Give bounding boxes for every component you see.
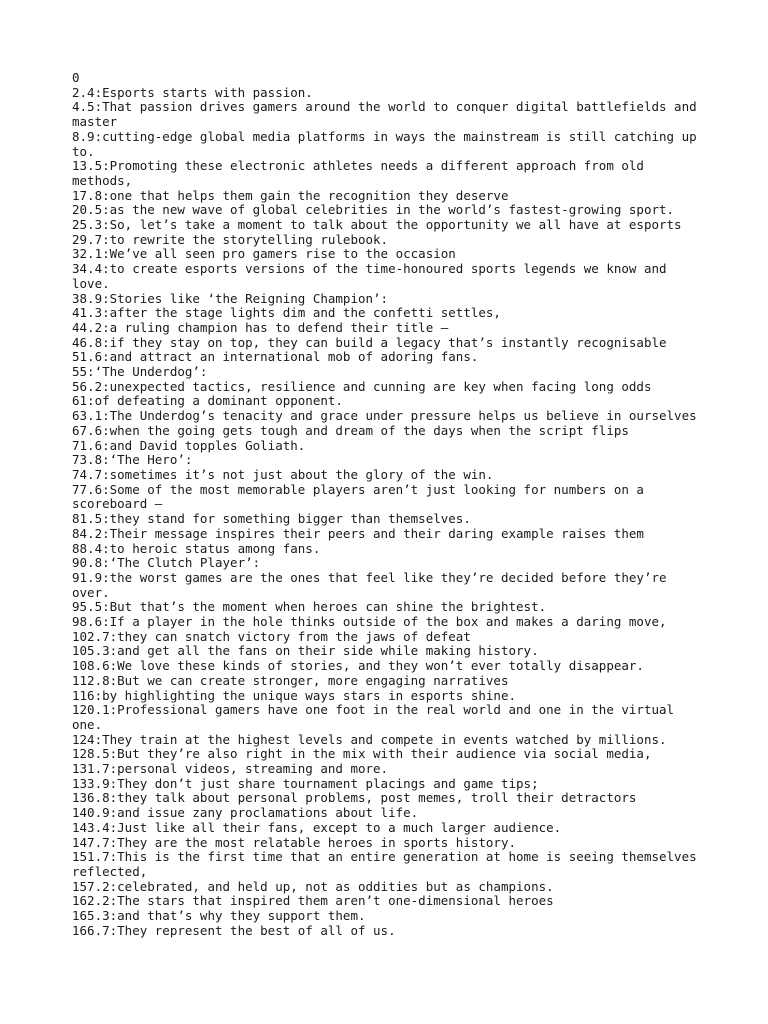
transcript-line: 13.5:Promoting these electronic athletes needs a different approach from old methods,	[72, 158, 652, 188]
transcript-line: 74.7:sometimes it’s not just about the glory of the win.	[72, 466, 494, 482]
transcript-line: 105.3:and get all the fans on their side while making history.	[72, 643, 539, 659]
transcript-line: 20.5:as the new wave of global celebrities in the world’s fastest-growing sport.	[72, 202, 675, 218]
transcript-line: 41.3:after the stage lights dim and the confetti settles,	[72, 305, 501, 321]
transcript-line: 90.8:‘The Clutch Player’:	[72, 555, 261, 571]
transcript-line: 128.5:But they’re also right in the mix with their audience via social media,	[72, 746, 652, 762]
transcript-line: 147.7:They are the most relatable heroes in sports history.	[72, 834, 517, 850]
transcript-line: 4.5:That passion drives gamers around the world to conquer digital battlefields and master	[72, 99, 705, 130]
transcript-line: 143.4:Just like all their fans, except to a much larger audience.	[72, 819, 562, 835]
transcript-line: 71.6:and David topples Goliath.	[72, 437, 306, 453]
transcript-line: 63.1:The Underdog’s tenacity and grace under pressure helps us believe in ourselves	[72, 408, 697, 424]
transcript-line: 44.2:a ruling champion has to defend their title –	[72, 319, 449, 335]
transcript-line: 38.9:Stories like ‘the Reigning Champion’:	[72, 290, 389, 306]
transcript-line: 112.8:But we can create stronger, more engaging narratives	[72, 672, 509, 688]
transcript-line: 131.7:personal videos, streaming and more.	[72, 761, 389, 777]
transcript-line: 67.6:when the going gets tough and dream of the days when the script flips	[72, 422, 629, 438]
transcript-line: 157.2:celebrated, and held up, not as oddities but as champions.	[72, 878, 554, 894]
transcript-line: 102.7:they can snatch victory from the jaws of defeat	[72, 628, 471, 644]
transcript-line: 98.6:If a player in the hole thinks outside of the box and makes a daring move,	[72, 614, 667, 630]
transcript-line: 116:by highlighting the unique ways stars in esports shine.	[72, 687, 517, 703]
transcript-line: 8.9:cutting-edge global media platforms in ways the mainstream is still catching up to.	[72, 128, 705, 159]
transcript-line: 77.6:Some of the most memorable players aren’t just looking for numbers on a scoreboard –	[72, 481, 652, 512]
transcript-line: 140.9:and issue zany proclamations about life.	[72, 805, 419, 821]
transcript-line: 166.7:They represent the best of all of us.	[72, 922, 396, 938]
transcript-line: 55:‘The Underdog’:	[72, 364, 208, 380]
transcript-document	[72, 71, 704, 938]
transcript-line: 29.7:to rewrite the storytelling rulebook.	[72, 231, 389, 247]
transcript-line: 73.8:‘The Hero’:	[72, 452, 193, 468]
transcript-line: 151.7:This is the first time that an entire generation at home is seeing themselves reflected,	[72, 849, 705, 879]
transcript-line: 84.2:Their message inspires their peers and their daring example raises them	[72, 525, 644, 541]
transcript-line: 165.3:and that’s why they support them.	[72, 908, 366, 924]
transcript-line: 25.3:So, let’s take a moment to talk about the opportunity we all have at esports	[72, 217, 682, 233]
transcript-line: 34.4:to create esports versions of the time-honoured sports legends we know and love.	[72, 261, 675, 291]
transcript-line: 32.1:We’ve all seen pro gamers rise to the occasion	[72, 246, 456, 262]
transcript-line: 61:of defeating a dominant opponent.	[72, 393, 343, 409]
transcript-line: 17.8:one that helps them gain the recognition they deserve	[72, 187, 509, 203]
transcript-line: 108.6:We love these kinds of stories, and they won’t ever totally disappear.	[72, 658, 644, 674]
transcript-line: 51.6:and attract an international mob of adoring fans.	[72, 349, 479, 365]
transcript-line: 124:They train at the highest levels and compete in events watched by millions.	[72, 731, 667, 747]
transcript-line: 88.4:to heroic status among fans.	[72, 540, 321, 556]
transcript-line: 0	[72, 70, 80, 85]
transcript-line: 136.8:they talk about personal problems, post memes, troll their detractors	[72, 790, 637, 806]
transcript-line: 56.2:unexpected tactics, resilience and cunning are key when facing long odds	[72, 378, 652, 394]
transcript-line: 133.9:They don’t just share tournament placings and game tips;	[72, 775, 539, 791]
transcript-line: 46.8:if they stay on top, they can build a legacy that’s instantly recognisable	[72, 334, 667, 350]
transcript-line: 95.5:But that’s the moment when heroes can shine the brightest.	[72, 599, 547, 615]
transcript-line: 2.4:Esports starts with passion.	[72, 84, 313, 100]
transcript-line: 81.5:they stand for something bigger than themselves.	[72, 511, 471, 527]
transcript-line: 91.9:the worst games are the ones that feel like they’re decided before they’re over.	[72, 569, 675, 600]
transcript-line: 162.2:The stars that inspired them aren’t one-dimensional heroes	[72, 893, 554, 909]
transcript-line: 120.1:Professional gamers have one foot in the real world and one in the virtual one.	[72, 702, 682, 732]
